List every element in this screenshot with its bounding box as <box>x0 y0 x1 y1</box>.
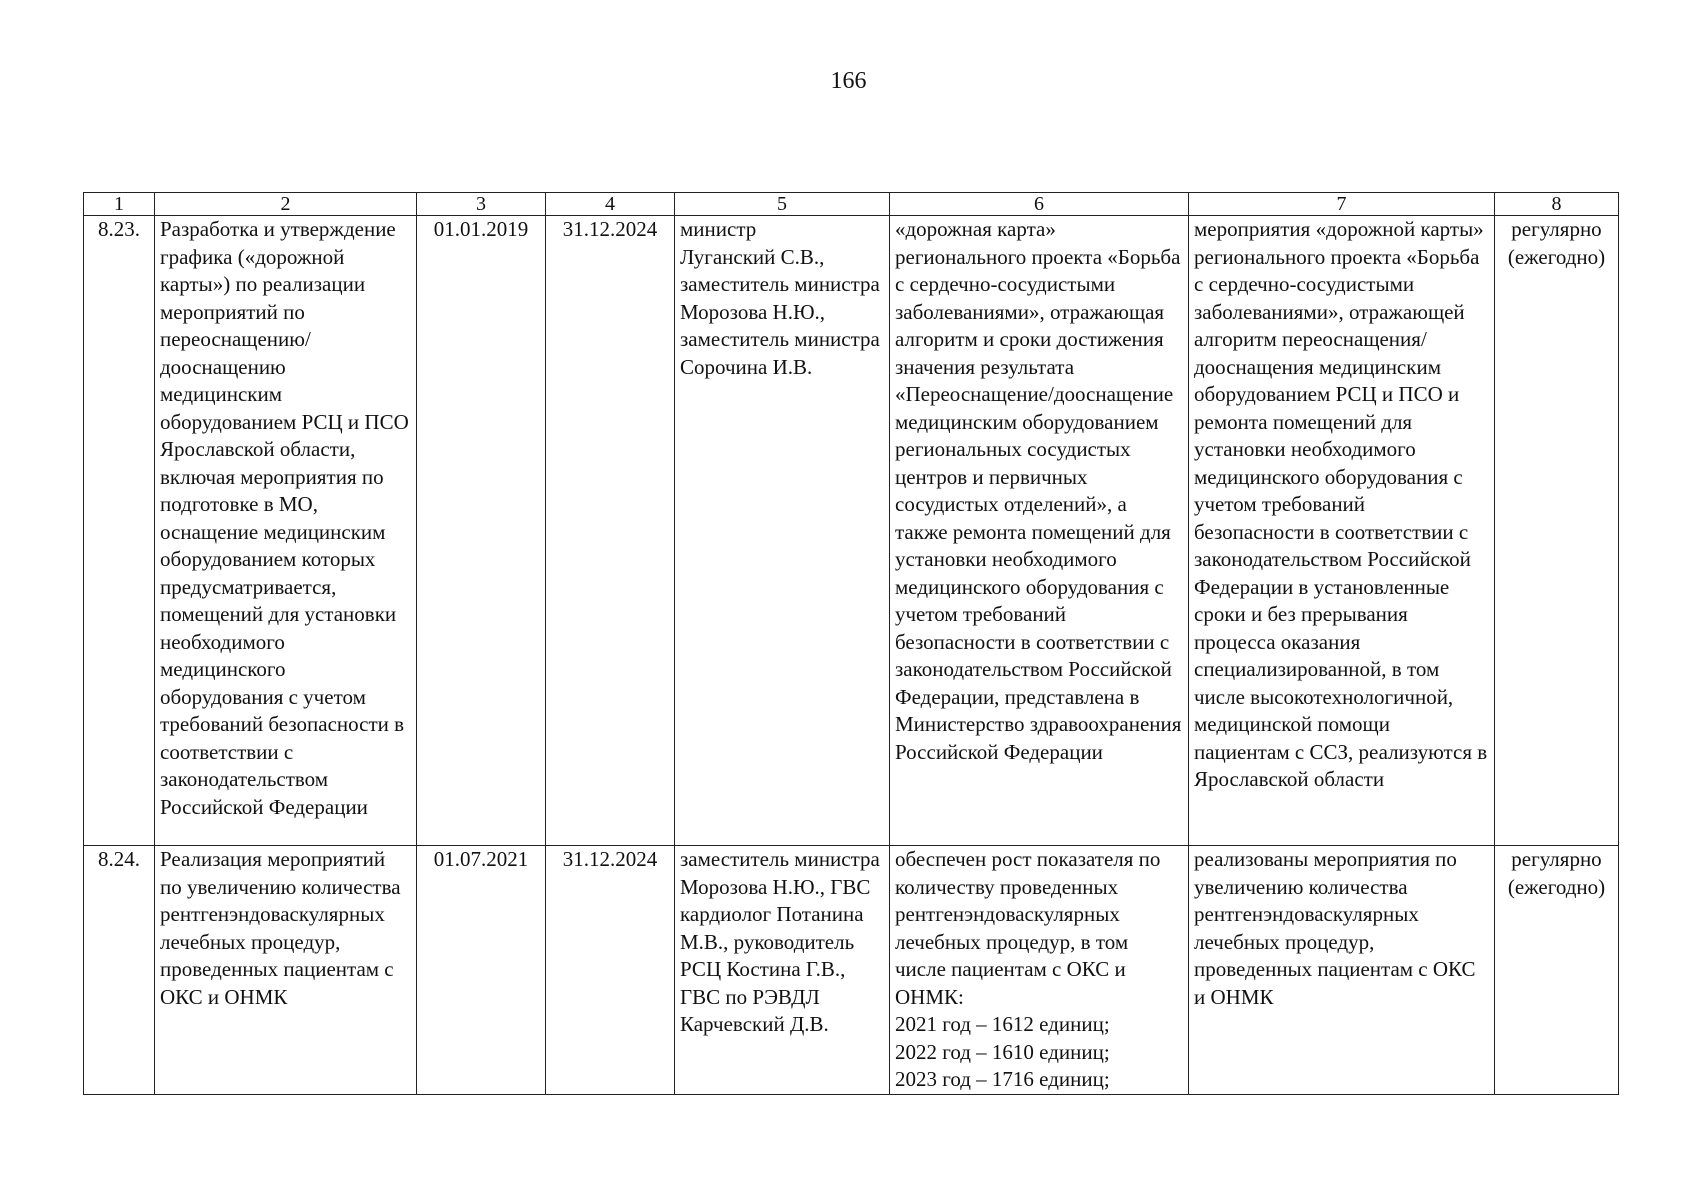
start-date-cell: 01.07.2021 <box>417 846 546 1095</box>
row-number: 8.23. <box>84 216 155 846</box>
end-date-cell: 31.12.2024 <box>546 216 675 846</box>
column-header: 2 <box>155 193 417 216</box>
column-header: 8 <box>1495 193 1619 216</box>
frequency-cell: регулярно (ежегодно) <box>1495 216 1619 846</box>
end-date-cell: 31.12.2024 <box>546 846 675 1095</box>
column-header: 6 <box>890 193 1189 216</box>
frequency-cell: регулярно (ежегодно) <box>1495 846 1619 1095</box>
responsible-cell: заместитель министра Морозова Н.Ю., ГВС кардиолог Потанина М.В., руководитель РСЦ Костина Г.В., ГВС по РЭВДЛ Карчевский Д.В. <box>675 846 890 1095</box>
column-header: 3 <box>417 193 546 216</box>
page-number: 166 <box>830 68 867 94</box>
table-header-row <box>84 193 1619 216</box>
result-cell: обеспечен рост показателя по количеству проведенных рентгенэндоваскулярных лечебных процедур, в том числе пациентам с ОКС и ОНМК: 2021 год – 1612 единиц; 2022 год – 1610 единиц; 2023 год – 1716 единиц; <box>890 846 1189 1095</box>
column-header: 7 <box>1189 193 1495 216</box>
activity-cell: Реализация мероприятий по увеличению количества рентгенэндоваскулярных лечебных процедур, проведенных пациентам с ОКС и ОНМК <box>155 846 417 1095</box>
activity-cell: Разработка и утверждение графика («дорожной карты») по реализации мероприятий по переоснащению/дооснащению медицинским оборудованием РСЦ и ПСО Ярославской области, включая мероприятия по подготовке в МО, оснащение медицинским оборудованием которых предусматривается, помещений для установки необходимого медицинского оборудования с учетом требований безопасности в соответствии с законодательством Российской Федерации <box>155 216 417 846</box>
responsible-cell: министр Луганский С.В., заместитель министра Морозова Н.Ю., заместитель министра Сорочина И.В. <box>675 216 890 846</box>
start-date-cell: 01.01.2019 <box>417 216 546 846</box>
column-header: 1 <box>84 193 155 216</box>
result-cell: «дорожная карта» регионального проекта «Борьба с сердечно-сосудистыми заболеваниями», отражающая алгоритм и сроки достижения значения результата «Переоснащение/дооснащение медицинским оборудованием региональных сосудистых центров и первичных сосудистых отделений», а также ремонта помещений для установки необходимого медицинского оборудования с учетом требований безопасности в соответствии с законодательством Российской Федерации, представлена в Министерство здравоохранения Российской Федерации <box>890 216 1189 846</box>
characteristic-cell: мероприятия «дорожной карты» регионального проекта «Борьба с сердечно-сосудистыми заболеваниями», отражающей алгоритм переоснащения/дооснащения медицинским оборудованием РСЦ и ПСО и ремонта помещений для установки необходимого медицинского оборудования с учетом требований безопасности в соответствии с законодательством Российской Федерации в установленные сроки и без прерывания процесса оказания специализированной, в том числе высокотехнологичной, медицинской помощи пациентам с ССЗ, реализуются в Ярославской области <box>1189 216 1495 846</box>
characteristic-cell: реализованы мероприятия по увеличению количества рентгенэндоваскулярных лечебных процедур, проведенных пациентам с ОКС и ОНМК <box>1189 846 1495 1095</box>
table-row <box>84 216 1619 846</box>
column-header: 4 <box>546 193 675 216</box>
table-row <box>84 846 1619 1095</box>
activities-table <box>83 192 1619 1095</box>
column-header: 5 <box>675 193 890 216</box>
row-number: 8.24. <box>84 846 155 1095</box>
